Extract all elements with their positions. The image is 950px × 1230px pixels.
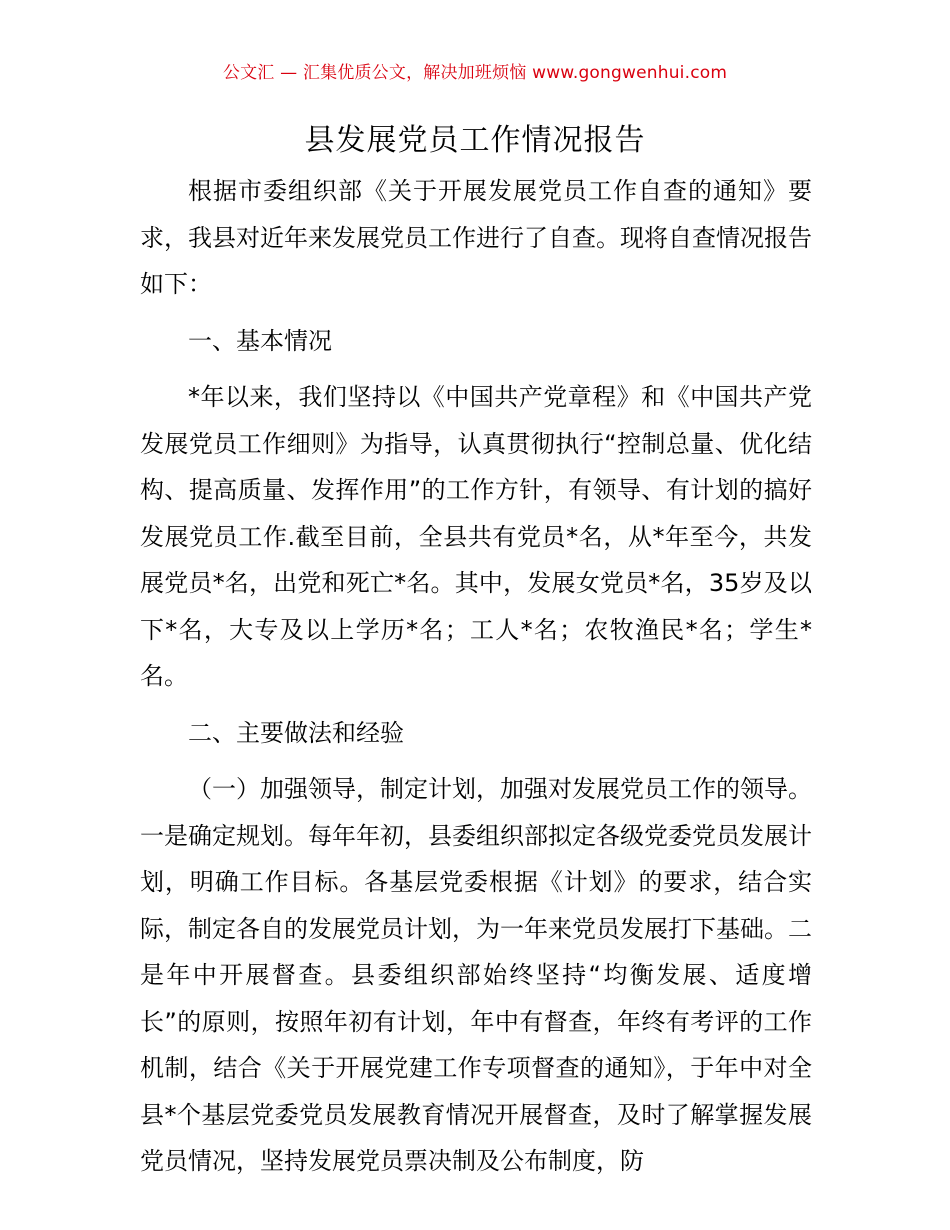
watermark-header: 公文汇 — 汇集优质公文，解决加班烦恼 www.gongwenhui.com (222, 63, 728, 83)
section-1-heading: 一、基本情况 (188, 326, 332, 355)
document-title: 县发展党员工作情况报告 (304, 123, 646, 158)
intro-paragraph: 根据市委组织部《关于开展发展党员工作自查的通知》要求，我县对近年来发展党员工作进行了自查。现将自查情况报告如下： (140, 177, 812, 298)
section-2-heading: 二、主要做法和经验 (188, 718, 404, 747)
document-body (140, 168, 812, 1185)
section-2-paragraph: （一）加强领导，制定计划，加强对发展党员工作的领导。一是确定规划。每年年初，县委组织部拟定各级党委党员发展计划，明确工作目标。各基层党委根据《计划》的要求，结合实际，制定各自的发展党员计划，为一年来党员发展打下基础。二是年中开展督查。县委组织部始终坚持“均衡发展、适度增长”的原则，按照年初有计划，年中有督查，年终有考评的工作机制，结合《关于开展党建工作专项督查的通知》，于年中对全县*个基层党委党员发展教育情况开展督查，及时了解掌握发展党员情况，坚持发展党员票决制及公布制度，防 (140, 775, 812, 1175)
section-1-paragraph: *年以来，我们坚持以《中国共产党章程》和《中国共产党发展党员工作细则》为指导，认真贯彻执行“控制总量、优化结构、提高质量、发挥作用”的工作方针，有领导、有计划的搞好发展党员工作.截至目前，全县共有党员*名，从*年至今，共发展党员*名，出党和死亡*名。其中，发展女党员*名，35岁及以下*名，大专及以上学历*名；工人*名；农牧渔民*名；学生*名。 (140, 383, 812, 690)
